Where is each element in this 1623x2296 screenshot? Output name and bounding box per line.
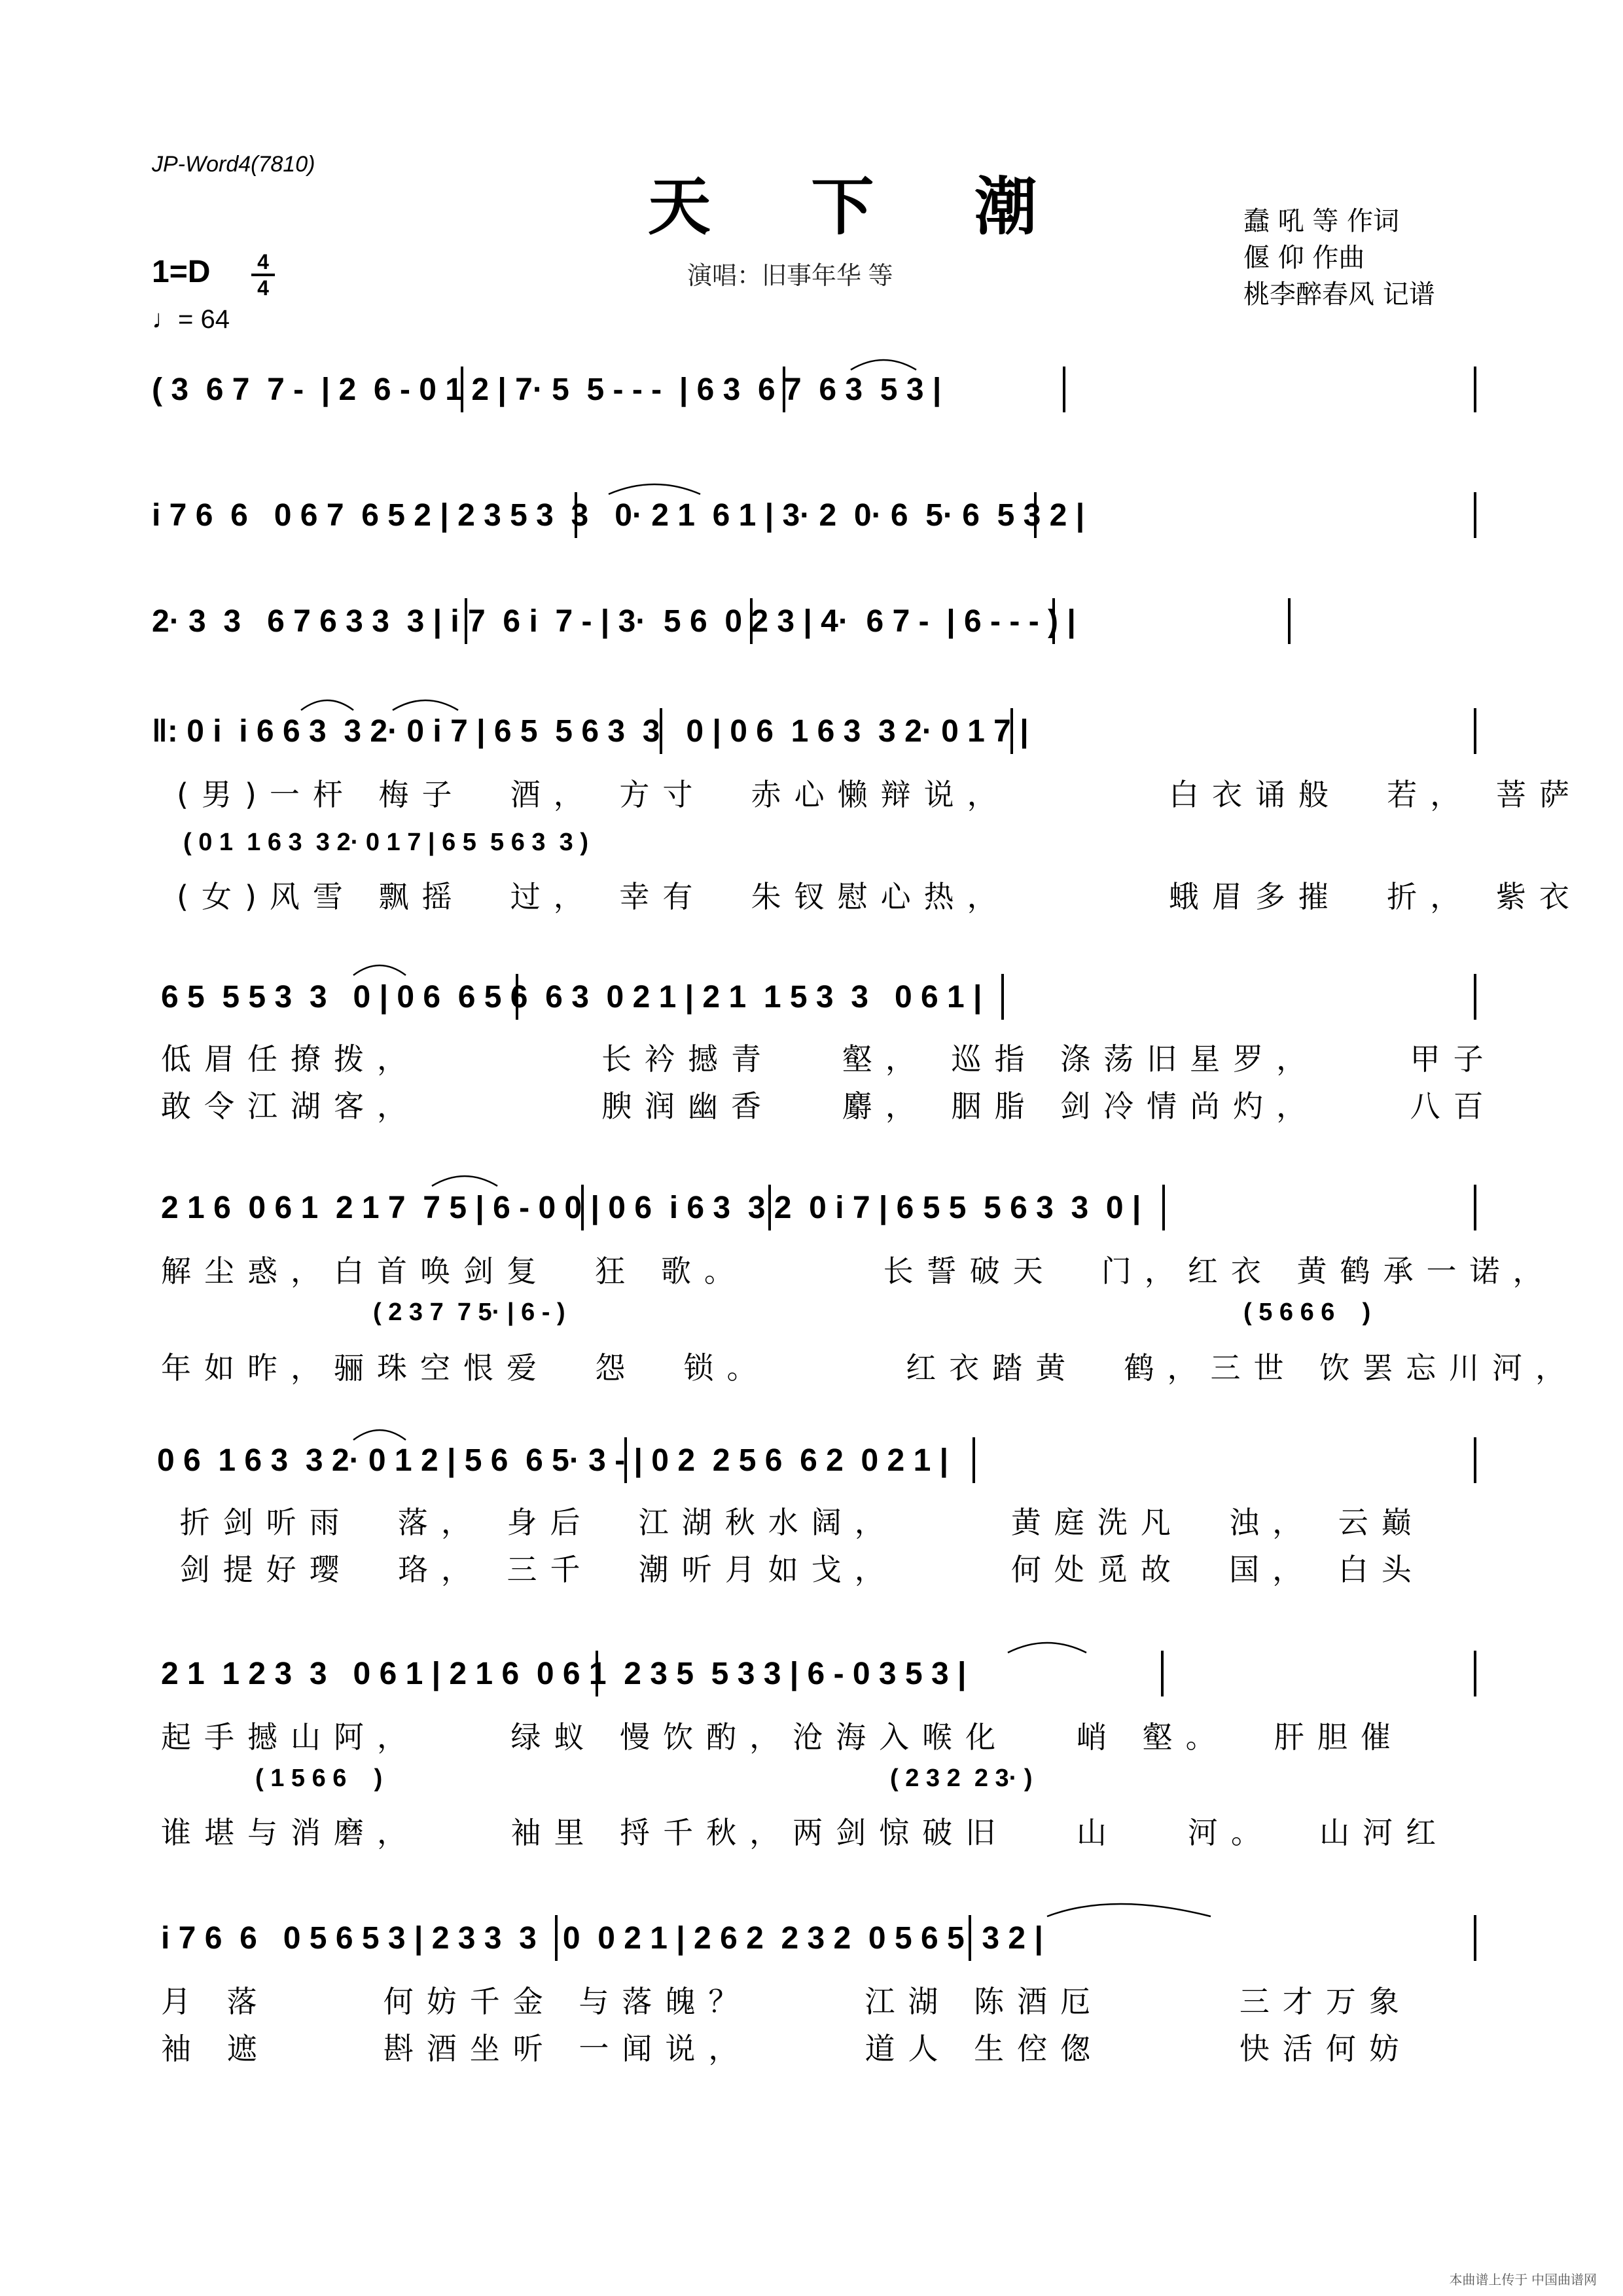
system-6-inner-part-a: ( 2 3 7 7 5· | 6 - ) [373, 1299, 565, 1326]
slur [301, 700, 353, 710]
slur [393, 700, 458, 710]
composer-credit: 偃 仰 作曲 [1243, 243, 1365, 273]
system-5-lyric-2: 敢令江湖客， 腴润幽香 麝， 胭脂 剑冷情尚灼， 八百 [161, 1088, 1497, 1124]
system-8-inner-part-a: ( 1 5 6 6 ) [255, 1765, 383, 1792]
slur [609, 484, 700, 494]
system-8-lyric-2: 谁堪与消磨， 袖里 捋千秋，两剑惊破旧 山 河。 山河红 [161, 1815, 1450, 1850]
system-4-lyric-female: (女)风雪 飘摇 过， 幸有 朱钗慰心热， 蛾眉多摧 折， 紫衣 [177, 879, 1582, 914]
footer-watermark: 本曲谱上传于 中国曲谱网 [1449, 2273, 1597, 2287]
system-8-inner-part-b: ( 2 3 2 2 3· ) [890, 1765, 1033, 1792]
slur [1047, 1904, 1211, 1916]
system-7-lyric-1: 折剑听雨 落， 身后 江湖秋水阔， 黄庭洗凡 浊， 云巅 [157, 1505, 1425, 1540]
system-7-notes: 0 6 1 6 3 3 2· 0 1 2 | 5 6 6 5· 3 - | 0 2 2 5 6 6 2 0 2 1 | [157, 1443, 949, 1478]
lyricist-credit: 蠢 吼 等 作词 [1243, 206, 1400, 236]
system-2-notes: i 7 6 6 0 6 7 6 5 2 | 2 3 5 3 3 0· 2 1 6 1 | 3· 2 0· 6 5· 6 5 3 2 | [152, 498, 1085, 533]
time-signature-top: 4 [257, 250, 269, 274]
transcriber-credit: 桃李醉春风 记谱 [1243, 279, 1435, 310]
key-signature: 1=D [152, 255, 211, 289]
system-6-notes: 2 1 6 0 6 1 2 1 7 7 5 | 6 - 0 0 | 0 6 i 6 3 3 2 0 i 7 | 6 5 5 5 6 3 3 0 | [161, 1191, 1141, 1225]
system-7-lyric-2: 剑提好璎 珞， 三千 潮听月如戈， 何处觅故 国， 白头 [157, 1552, 1425, 1587]
time-signature-bottom: 4 [257, 276, 269, 300]
system-1-notes: ( 3 6 7 7 - | 2 6 - 0 1 2 | 7· 5 5 - - - | 6 3 6 7 6 3 5 3 | [152, 372, 942, 407]
system-8-lyric-1: 起手撼山阿， 绿蚁 慢饮酌，沧海入喉化 峭 壑。 肝胆催 [161, 1719, 1404, 1755]
system-9-notes: i 7 6 6 0 5 6 5 3 | 2 3 3 3 0 0 2 1 | 2 6 2 2 3 2 0 5 6 5 3 2 | [161, 1921, 1043, 1956]
system-5-lyric-1: 低眉任撩拨， 长衿撼青 壑， 巡指 涤荡旧星罗， 甲子 [161, 1041, 1497, 1077]
performer-line: 演唱：旧事年华 等 [687, 262, 893, 290]
system-8-notes: 2 1 1 2 3 3 0 6 1 | 2 1 6 0 6 1 2 3 5 5 3 3 | 6 - 0 3 5 3 | [161, 1657, 967, 1691]
software-label: JP-Word4(7810) [152, 152, 315, 177]
slur [1008, 1643, 1086, 1653]
system-4-lyric-male: (男)一杆 梅子 酒， 方寸 赤心懒辩说， 白衣诵般 若， 菩萨 [177, 777, 1582, 812]
system-4-notes: ‖: 0 i i 6 6 3 3 2· 0 i 7 | 6 5 5 6 3 3 0 | 0 6 1 6 3 3 2· 0 1 7 | [152, 714, 1029, 749]
system-4-inner-part: ( 0 1 1 6 3 3 2· 0 1 7 | 6 5 5 6 3 3 ) [183, 829, 589, 856]
system-9-lyric-2: 袖 遮 斟酒坐听 一闻说， 道人 生倥偬 快活何妨 [161, 2031, 1412, 2066]
system-9-lyric-1: 月 落 何妨千金 与落魄？ 江湖 陈酒厄 三才万象 [161, 1984, 1412, 2019]
system-3-notes: 2· 3 3 6 7 6 3 3 3 | i 7 6 i 7 - | 3· 5 6 0 2 3 | 4· 6 7 - | 6 - - - ) | [152, 604, 1076, 639]
slur [432, 1176, 497, 1186]
tempo-mark: ♩= 64 [152, 305, 230, 334]
slur [851, 360, 916, 370]
slur [353, 1430, 406, 1440]
slur [353, 965, 406, 975]
system-5-notes: 6 5 5 5 3 3 0 | 0 6 6 5 6 6 3 0 2 1 | 2 1 1 5 3 3 0 6 1 | [161, 980, 982, 1014]
system-6-lyric-1: 解尘惑，白首唤剑复 狂 歌。 长誓破天 门，红衣 黄鹤承一诺， [161, 1253, 1556, 1289]
song-title: 天 下 潮 [648, 170, 1077, 243]
system-6-inner-part-b: ( 5 6 6 6 ) [1243, 1299, 1371, 1326]
system-6-lyric-2: 年如昨，骊珠空恨爱 怨 锁。 红衣踏黄 鹤，三世 饮罢忘川河， [161, 1350, 1579, 1386]
